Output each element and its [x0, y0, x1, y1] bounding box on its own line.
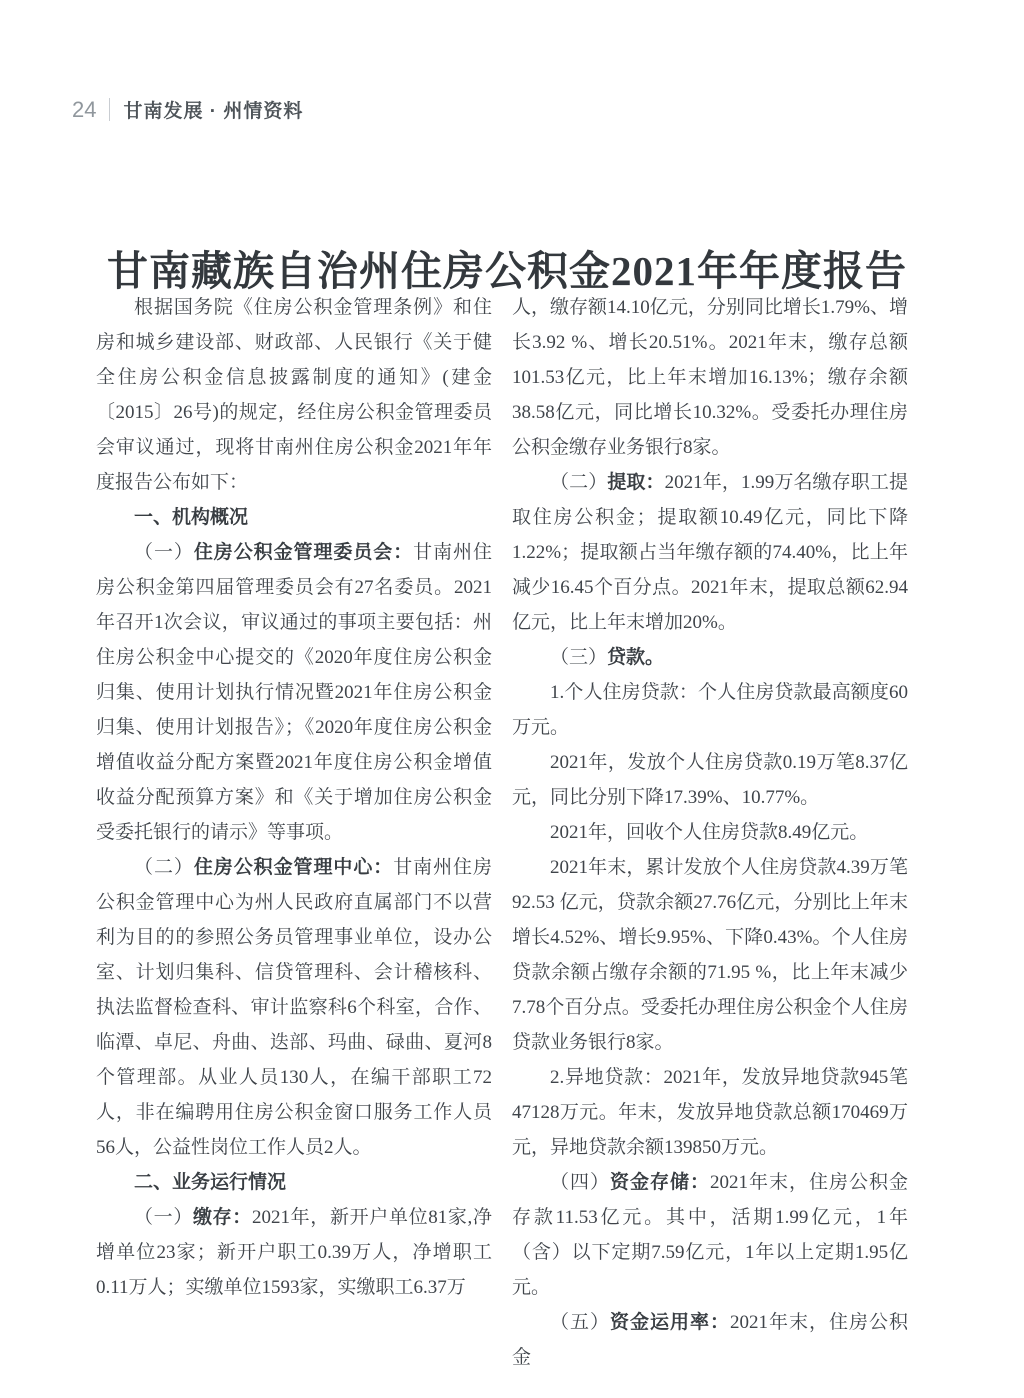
paragraph-lead-text: 提取：	[607, 472, 665, 493]
page-number: 24	[72, 96, 97, 122]
paragraph-text: （二）	[134, 857, 194, 878]
paragraph	[512, 1060, 908, 1165]
paragraph-text: （五）	[550, 1312, 610, 1333]
paragraph	[512, 1305, 908, 1375]
paragraph-text: 2021年，回收个人住房贷款8.49亿元。	[550, 822, 869, 843]
paragraph-text: 1.个人住房贷款：个人住房贷款最高额度60万元。	[512, 682, 908, 738]
paragraph-lead-text: 缴存：	[192, 1207, 252, 1228]
paragraph-text: （一）	[134, 1207, 193, 1228]
paragraph-lead-text: 住房公积金管理委员会：	[193, 542, 414, 563]
document-title: 甘南藏族自治州住房公积金2021年年度报告	[107, 248, 907, 295]
paragraph-text: （一）	[134, 542, 194, 563]
paragraph	[512, 1165, 908, 1305]
paragraph-lead-text: 资金存储：	[610, 1172, 710, 1193]
paragraph	[512, 290, 908, 465]
header-divider	[109, 98, 110, 121]
paragraph	[512, 850, 908, 1060]
paragraph	[512, 745, 908, 815]
paragraph	[96, 850, 492, 1165]
paragraph-text: 2.异地贷款：2021年，发放异地贷款945笔47128万元。年末，发放异地贷款总额170469万元，异地贷款余额139850万元。	[512, 1067, 908, 1158]
paragraph	[512, 675, 908, 745]
paragraph-text: 2021年，1.99万名缴存职工提取住房公积金；提取额10.49亿元，同比下降1.22%；提取额占当年缴存额的74.40%，比上年减少16.45个百分点。2021年末，提取总额62.94亿元，比上年末增加20%。	[512, 472, 908, 633]
publication-name: 甘南发展 · 州情资料	[123, 101, 304, 122]
paragraph-text: （二）	[550, 472, 608, 493]
page-header	[72, 96, 303, 123]
column-right	[512, 290, 908, 1375]
paragraph	[512, 640, 908, 675]
paragraph-text: 人，缴存额14.10亿元，分别同比增长1.79%、增长3.92 %、增长20.51%。2021年末，缴存总额101.53亿元，比上年末增加16.13%；缴存余额38.58亿元，同比增长10.32%。受委托办理住房公积金缴存业务银行8家。	[512, 297, 908, 458]
column-left	[96, 290, 492, 1375]
paragraph-text: （三）	[550, 647, 608, 668]
paragraph	[96, 1200, 492, 1305]
paragraph-text: 2021年末，住房公积金	[512, 1312, 908, 1368]
paragraph-text: 甘南州住房公积金管理中心为州人民政府直属部门不以营利为目的的参照公务员管理事业单位，设办公室、计划归集科、信贷管理科、会计稽核科、执法监督检查科、审计监察科6个科室，合作、临潭、卓尼、舟曲、迭部、玛曲、碌曲、夏河8个管理部。从业人员130人，在编干部职工72人，非在编聘用住房公积金窗口服务工作人员56人，公益性岗位工作人员2人。	[96, 857, 492, 1158]
paragraph-text: 2021年，发放个人住房贷款0.19万笔8.37亿元，同比分别下降17.39%、10.77%。	[512, 752, 908, 808]
paragraph	[512, 465, 908, 640]
paragraph-text: 根据国务院《住房公积金管理条例》和住房和城乡建设部、财政部、人民银行《关于健全住房公积金信息披露制度的通知》(建金〔2015〕26号)的规定，经住房公积金管理委员会审议通过，现将甘南州住房公积金2021年年度报告公布如下：	[96, 297, 492, 493]
section-heading	[96, 500, 492, 535]
paragraph	[96, 535, 492, 850]
paragraph-lead-text: 住房公积金管理中心：	[193, 857, 394, 878]
paragraph-lead-text: 一、机构概况	[134, 507, 249, 528]
paragraph	[96, 290, 492, 500]
paragraph-text: 2021年，新开户单位81家,净增单位23家；新开户职工0.39万人，净增职工0.11万人；实缴单位1593家，实缴职工6.37万	[96, 1207, 492, 1298]
paragraph-lead-text: 贷款。	[607, 647, 665, 668]
paragraph-text: 2021年末，住房公积金存款11.53亿元。其中，活期1.99亿元，1年（含）以下定期7.59亿元，1年以上定期1.95亿元。	[512, 1172, 908, 1298]
article-columns	[96, 290, 908, 1375]
paragraph-lead-text: 资金运用率：	[610, 1312, 730, 1333]
paragraph-text: （四）	[550, 1172, 610, 1193]
paragraph-text: 甘南州住房公积金第四届管理委员会有27名委员。2021年召开1次会议，审议通过的事项主要包括：州住房公积金中心提交的《2020年度住房公积金归集、使用计划执行情况暨2021年住房公积金归集、使用计划报告》；《2020年度住房公积金增值收益分配方案暨2021年度住房公积金增值收益分配预算方案》和《关于增加住房公积金受委托银行的请示》等事项。	[96, 542, 492, 843]
paragraph-text: 2021年末，累计发放个人住房贷款4.39万笔92.53 亿元，贷款余额27.76亿元，分别比上年末增长4.52%、增长9.95%、下降0.43%。个人住房贷款余额占缴存余额的71.95 %，比上年末减少7.78个百分点。受委托办理住房公积金个人住房贷款业务银行8家。	[512, 857, 908, 1053]
paragraph-lead-text: 二、业务运行情况	[134, 1172, 287, 1193]
paragraph	[512, 815, 908, 850]
section-heading	[96, 1165, 492, 1200]
